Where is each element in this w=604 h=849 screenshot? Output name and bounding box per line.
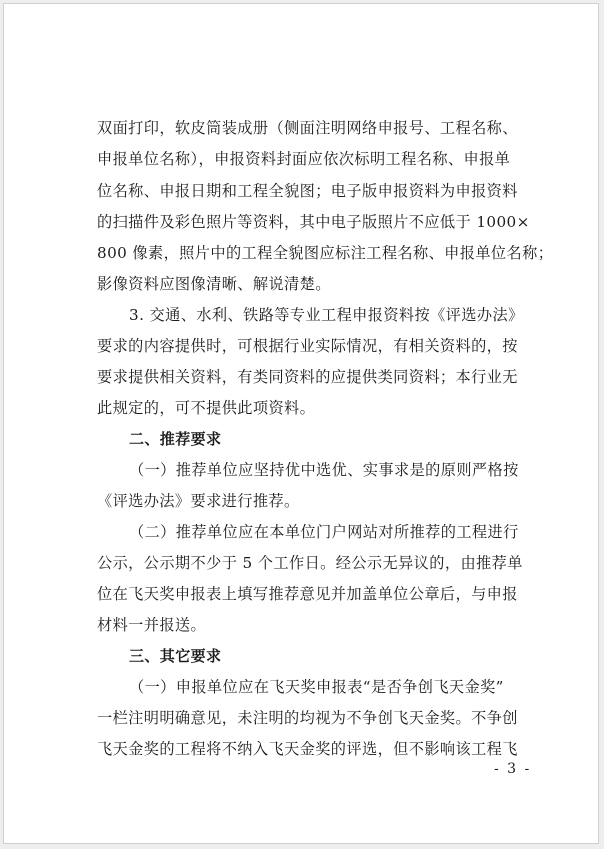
text-line: 位在飞天奖申报表上填写推荐意见并加盖单位公章后，与申报 (97, 585, 518, 603)
text-line: 飞天金奖的工程将不纳入飞天金奖的评选，但不影响该工程飞 (97, 740, 518, 758)
text-line: 材料一并报送。 (97, 616, 207, 634)
document-page (3, 3, 599, 844)
text-line: 公示，公示期不少于 5 个工作日。经公示无异议的，由推荐单 (97, 554, 523, 572)
text-line: 此规定的，可不提供此项资料。 (97, 399, 316, 417)
text-line: （一）推荐单位应坚持优中选优、实事求是的原则严格按 (129, 461, 519, 479)
text-line: （一）申报单位应在飞天奖申报表“是否争创飞天金奖” (129, 678, 504, 696)
text-line: 800 像素，照片中的工程全貌图应标注工程名称、申报单位名称； (97, 244, 554, 262)
text-line: 《评选办法》要求进行推荐。 (97, 492, 300, 510)
text-line: 双面打印，软皮筒装成册（侧面注明网络申报号、工程名称、 (97, 119, 518, 137)
text-line: 位名称、申报日期和工程全貌图；电子版申报资料为申报资料 (97, 182, 518, 200)
text-line: 要求提供相关资料，有类同资料的应提供类同资料；本行业无 (97, 368, 518, 386)
section-heading: 三、其它要求 (129, 647, 222, 665)
text-line: 的扫描件及彩色照片等资料，其中电子版照片不应低于 1000× (97, 213, 530, 231)
text-line: 一栏注明明确意见，未注明的均视为不争创飞天金奖。不争创 (97, 709, 518, 727)
section-heading: 二、推荐要求 (129, 430, 222, 448)
text-line: 申报单位名称），申报资料封面应依次标明工程名称、申报单 (97, 150, 511, 168)
text-line: 3. 交通、水利、铁路等专业工程申报资料按《评选办法》 (129, 306, 524, 324)
text-line: （二）推荐单位应在本单位门户网站对所推荐的工程进行 (129, 523, 519, 541)
page-number: - 3 - (494, 761, 532, 777)
text-line: 影像资料应图像清晰、解说清楚。 (97, 275, 331, 293)
text-line: 要求的内容提供时，可根据行业实际情况，有相关资料的，按 (97, 337, 518, 355)
